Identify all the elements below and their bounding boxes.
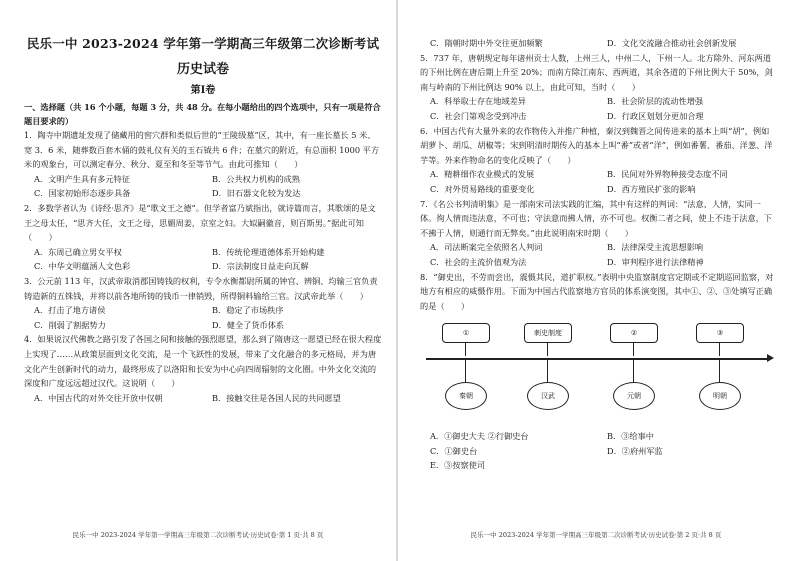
option: D．文化交流融合推动社会创新发展 bbox=[607, 38, 737, 48]
timeline-arrow-icon bbox=[767, 354, 774, 362]
diagram-box-3: ② bbox=[610, 323, 658, 343]
diagram-era-2: 汉武 bbox=[527, 382, 569, 410]
question-5: 5．737 年，唐朝规定每年诸州贡士人数，上州三人，中州二人，下州一人。北方除外、河东两道的下州比例在唐后期上升至 20%；而南方除江南东、西两道，其余各道的下州比例大于 50%，剑南与岭南的下州比例达 90% 以上，由此可知，当时（ ） bbox=[420, 52, 773, 92]
question-4-options-continued bbox=[420, 36, 776, 51]
question-6: 6．中国古代有大量外来的农作物传入并推广种植，秦汉到魏晋之间传进来的基本上叫“胡”，例如胡萝卜、胡瓜、胡椒等；宋到明清时期传入的基本上叫“番”或者“洋”，例如番薯、番茄、洋葱、洋芋等。外来作物命名的变化反映了（ ） bbox=[420, 125, 773, 165]
option: C．隋朝时期中外交往更加频繁 bbox=[430, 38, 543, 48]
diagram-box-1: ① bbox=[442, 323, 490, 343]
diagram-connector bbox=[465, 360, 466, 382]
diagram-era-4: 明朝 bbox=[699, 382, 741, 410]
option: C．对外贸易路线的重要变化 bbox=[430, 183, 535, 194]
diagram-connector bbox=[633, 342, 634, 356]
option: A．科举取士存在地域差异 bbox=[430, 96, 526, 107]
supervision-system-diagram bbox=[420, 319, 776, 427]
section-heading: 一、选择题（共 16 个小题，每题 3 分，共 48 分。在每小题给出的四个选项中，只有一项是符合题目要求的） bbox=[24, 102, 381, 126]
page-right bbox=[398, 0, 794, 561]
option: C．削弱了割据势力 bbox=[34, 319, 106, 330]
question-2: 2．多数学者认为《诗经·思齐》是“歌文王之德”。但学者富乃斌指出，就诗篇而言，其歌颂的是文王之母太任，“思齐大任，文王之母，思媚周姜，京室之妇。大姒嗣徽音，则百斯男。”据此可知（ ） bbox=[24, 202, 376, 243]
question-5-options bbox=[420, 94, 776, 123]
option: D．健全了货币体系 bbox=[212, 319, 285, 330]
option: A．文明产生具有多元特征 bbox=[34, 173, 130, 184]
question-7-options bbox=[420, 240, 776, 269]
question-4-options bbox=[24, 391, 382, 406]
question-3-options bbox=[24, 303, 382, 332]
subject-title: 历史试卷 bbox=[176, 62, 229, 77]
question-8-options bbox=[420, 429, 776, 458]
option: A．精耕细作农业模式的发展 bbox=[430, 169, 535, 180]
option: B．接触交往是各国人民的共同愿望 bbox=[212, 392, 341, 403]
option: D．西方殖民扩张的影响 bbox=[607, 183, 696, 194]
option: B．社会阶层的流动性增强 bbox=[607, 96, 704, 107]
option: C．社会的主流价值观为法 bbox=[430, 256, 527, 267]
option: B．法律深受主流思想影响 bbox=[607, 242, 704, 253]
diagram-connector bbox=[719, 342, 720, 356]
volume-label: 第Ⅰ卷 bbox=[190, 85, 216, 96]
diagram-era-1: 秦朝 bbox=[445, 382, 487, 410]
option: D．审判程序进行法律精神 bbox=[607, 256, 704, 267]
option: D．②府州军监 bbox=[607, 445, 663, 456]
diagram-box-2: 刺史制度 bbox=[524, 323, 572, 343]
option: C．①御史台 bbox=[430, 445, 478, 456]
option: A．打击了地方诸侯 bbox=[34, 305, 106, 316]
question-1: 1．陶寺中期遗址发现了储藏用的窖穴群和类似后世的“王陵级墓”区，其中，有一座长墓长 5 米、宽 3．6 米，随葬数百套木俑的鼓礼仪有关的玉石钺共 6 件；在墓穴的附近，有总面积 1000 平方米的观象台，可以测定春分、秋分、夏至和冬至等节气。由此可推知（ ） bbox=[24, 130, 380, 170]
option: A．①御史大夫 ②行御史台 bbox=[430, 431, 529, 442]
option: E．③按察使司 bbox=[430, 460, 486, 471]
option: B．民间对外界物种接受态度不同 bbox=[607, 169, 728, 180]
option: A．东周已确立男女平权 bbox=[34, 246, 122, 257]
option: A．中国古代的对外交往开放中仅朝 bbox=[34, 392, 163, 403]
option: C．中华文明蕴涵人文色彩 bbox=[34, 261, 131, 272]
page-footer: 民乐一中 2023-2024 学年第一学期高三年级第二次诊断考试·历史试卷·第 2 页·共 8 页 bbox=[470, 531, 722, 539]
diagram-connector bbox=[465, 342, 466, 356]
question-8-options-extra bbox=[420, 458, 776, 473]
question-4: 4．如果说汉代佛教之路引发了各国之间和接触的强烈愿望，那么到了隋唐这一愿望已经在很大程度上实现了……从政策层面到文化交流，是一个飞跃性的发展，带来了文化融合的多元格局，并为唐文化产生创新时代的动力，最终形成了以洛阳和长安为中心向四周辐射的文化圈。中外文化交流的深度和广度远远超过汉代。这说明（ ） bbox=[24, 334, 382, 389]
question-3: 3．公元前 113 年，汉武帝取消郡国铸钱的权利，专令水衡都尉所属的钟官、辨铜、均输三官负责铸造新的五铢钱，并将以前各地所铸的钱币一律销毁，所得铜料输给三官。汉武帝此举（ ） bbox=[24, 275, 378, 301]
option: B．稳定了市场秩序 bbox=[212, 305, 284, 316]
option: C．社会门第观念受到冲击 bbox=[430, 110, 527, 121]
diagram-era-3: 元朝 bbox=[613, 382, 655, 410]
question-6-options bbox=[420, 167, 776, 196]
page-left bbox=[0, 0, 396, 561]
exam-title: 民乐一中 2023-2024 学年第一学期高三年级第二次诊断考试 bbox=[26, 36, 380, 51]
option: B．公共权力机构的成熟 bbox=[212, 173, 300, 184]
question-8: 8．“御史出，不劳而尝出，震慑其民，道扩职权。”表明中央监察制度官定期或不定期巡回监察，对地方有相应的威慑作用。下面为中国古代监察地方官员的体系演变图，其中①、②、③处填写正确的是（ ） bbox=[420, 271, 774, 311]
diagram-connector bbox=[719, 360, 720, 382]
question-1-options bbox=[24, 172, 382, 201]
option: D．旧石器文化较为发达 bbox=[212, 188, 301, 199]
page-footer: 民乐一中 2023-2024 学年第一学期高三年级第二次诊断考试·历史试卷·第 1 页·共 8 页 bbox=[72, 531, 324, 539]
option: D．行政区划划分更加合理 bbox=[607, 110, 704, 121]
diagram-connector bbox=[547, 342, 548, 356]
question-2-options bbox=[24, 245, 382, 274]
diagram-connector bbox=[633, 360, 634, 382]
diagram-connector bbox=[547, 360, 548, 382]
question-7: 7．《名公书判清明集》是一部南宋司法实践的汇编，其中有这样的判词：“法意、人情，实同一体。徇人情而违法意，不可也；守法意而拂人情，亦不可也。权衡二者之间，使上不违于法意，下不拂于人情，则通行而无弊矣。”由此说明南宋时期（ ） bbox=[420, 198, 773, 238]
diagram-box-4: ③ bbox=[696, 323, 744, 343]
option: B．③给事中 bbox=[607, 431, 654, 442]
option: D．宗法制度日益走向瓦解 bbox=[212, 261, 309, 272]
option: C．国家初始形态逐步具备 bbox=[34, 188, 131, 199]
option: B．传统伦理道德体系开始构建 bbox=[212, 246, 325, 257]
option: A．司法断案完全依照名人判词 bbox=[430, 242, 543, 253]
